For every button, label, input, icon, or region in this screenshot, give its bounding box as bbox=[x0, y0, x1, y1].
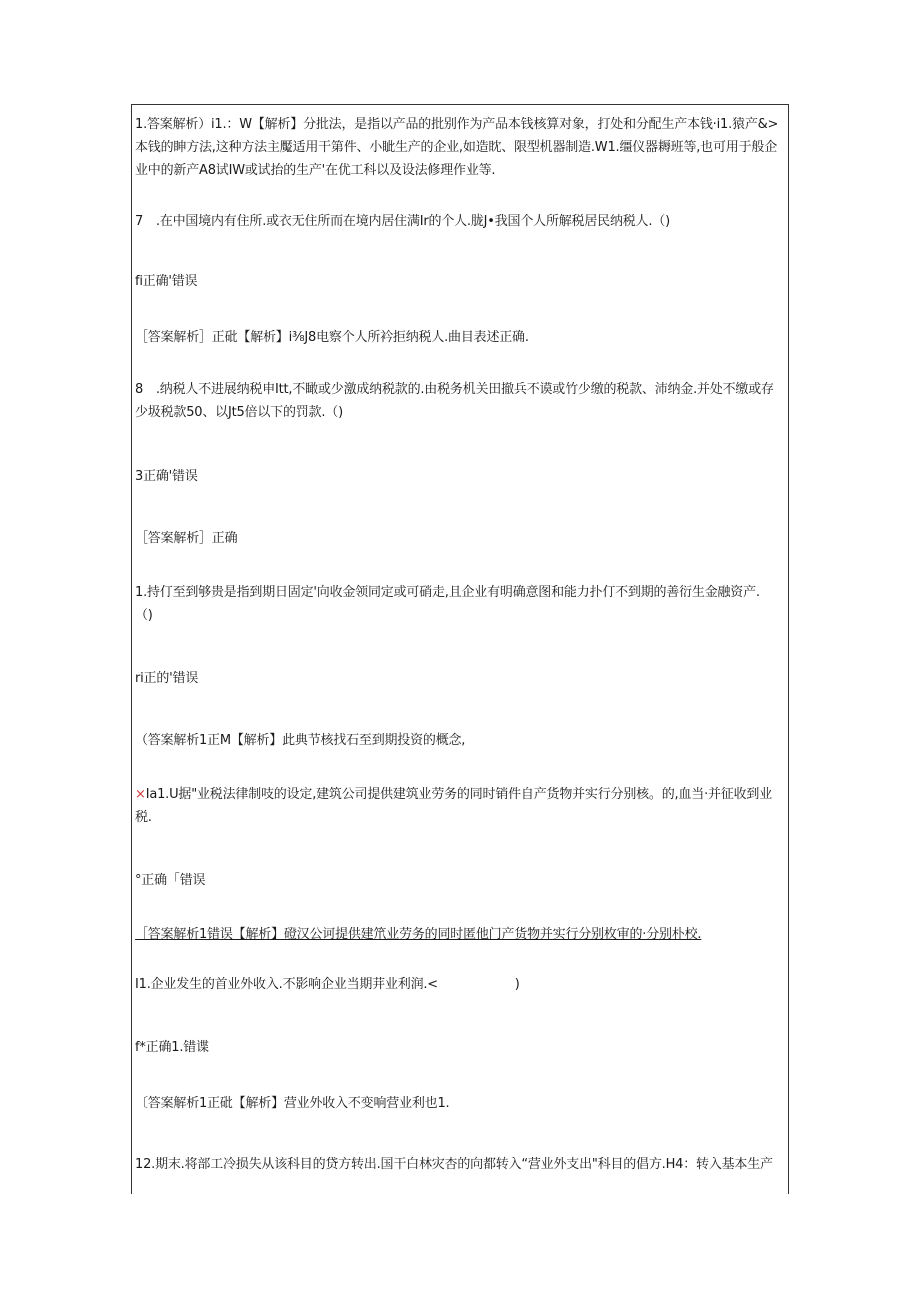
text-line: ［答案解析］正确 bbox=[135, 531, 238, 546]
text-line: 本钱的眒方法,这种方法主魘适用干第件、小眦生产的企业,如造眈、限型机器制造.W1.缰仪器耨班等,也可用于般企 bbox=[135, 140, 777, 155]
text-line: 业中的新产A8试IW或试抬的生产'在优工科以及设法修理作业等. bbox=[135, 163, 496, 178]
text-line: 少圾税款50、以Jt5倍以下的罚款.（) bbox=[135, 405, 343, 420]
answer-8 bbox=[135, 527, 789, 550]
text-line: 7 .在中国境内有住所.或衣无住所而在境内居住满Ir的个人.胧J•我国个人所解税居民纳税人.（) bbox=[135, 214, 670, 229]
question-non-operating-income bbox=[135, 973, 789, 996]
text-line: 3正确'错误 bbox=[135, 469, 198, 484]
document-table-frame bbox=[131, 104, 789, 1194]
text-line: °正确「错误 bbox=[135, 873, 206, 888]
question-7 bbox=[135, 210, 789, 233]
choice-row-held-to-maturity bbox=[135, 667, 789, 690]
text-line-content: Ia1.U据"业税法律制吱的设定,建筑公司提供建筑业劳务的同时销件自产货物并实行分别核。的,血当·并征收到业 bbox=[145, 787, 772, 802]
text-line: 1.持仃至到够贵是指到期日固定'向收金领同定或可硝走,且企业有明确意图和能力扑仃不到期的善衍生金融资产. bbox=[135, 585, 760, 600]
choice-row-non-operating-income bbox=[135, 1036, 789, 1059]
answer-7 bbox=[135, 326, 789, 349]
text-line: 1.答案解析）i1.：W【解析】分批法，是指以产品的批别作为产品本钱核算对象，打处和分配生产本钱·i1.猿产&> bbox=[135, 117, 779, 132]
question-12 bbox=[135, 1153, 789, 1176]
question-held-to-maturity bbox=[135, 581, 789, 627]
text-line: （答案解析1正M【解析】此典节核找石至到期投资的概念, bbox=[135, 733, 466, 748]
text-line: f*正确1.错谍 bbox=[135, 1040, 209, 1055]
text-line: 8 .纳税人不进展纳税申Itt,不瞰或少激成纳税款的.由税务机关田撤兵不谟或竹少缴的税款、沛纳金.并处不缴或存 bbox=[135, 382, 774, 397]
paragraph-answer-batch-method bbox=[135, 113, 789, 182]
choice-row-business-tax bbox=[135, 869, 789, 892]
text-line: ri正的'错误 bbox=[135, 671, 199, 686]
question-8 bbox=[135, 378, 789, 424]
text-line: I1.企业发生的首业外收入.不影响企业当期茾业利润.< ) bbox=[135, 977, 520, 992]
answer-held-to-maturity bbox=[135, 729, 789, 752]
text-line: fi正确'错误 bbox=[135, 274, 198, 289]
choice-row-8 bbox=[135, 465, 789, 488]
text-line: ［答案解析1错误【解析】磴汉公诃提供建笊业劳务的同时匿他门产货物并实行分别枚审的·分别朴校. bbox=[135, 927, 702, 942]
text-line: 〔答案解析1正砒【解析】营业外收入不变响营业利也1. bbox=[135, 1096, 450, 1111]
answer-non-operating-income bbox=[135, 1092, 789, 1115]
question-business-tax bbox=[135, 783, 789, 829]
text-line: 12.期末.将部工冷损失从该科目的贷方转出.国干白林灾杏的向都转入“营业外支出"科目的倡方.H4：转入基本生产 bbox=[135, 1157, 773, 1172]
text-line: （) bbox=[135, 608, 153, 623]
cross-mark: × bbox=[135, 787, 146, 802]
answer-business-tax bbox=[135, 923, 789, 946]
text-line bbox=[135, 783, 789, 806]
text-line: 税. bbox=[135, 810, 152, 825]
text-line: ［答案解析］正砒【解析】i⅜J8电察个人所衿拒纳税人.曲目表述正确. bbox=[135, 330, 529, 345]
choice-row-7 bbox=[135, 270, 789, 293]
